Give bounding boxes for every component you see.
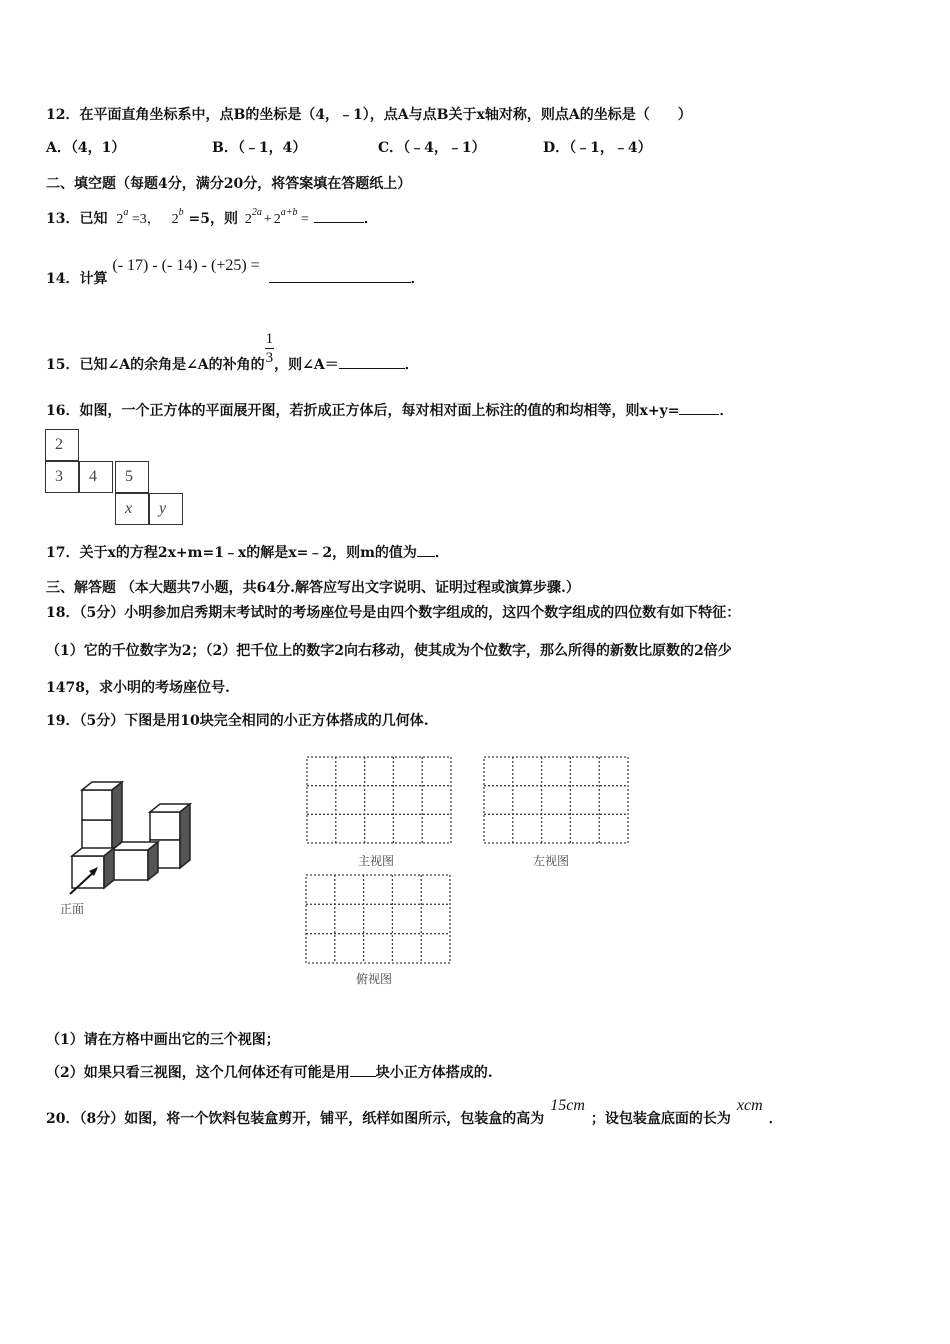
q13-end: ． — [363, 211, 378, 227]
q13-base-1: 2 — [116, 212, 124, 227]
q20-end: ． — [768, 1111, 783, 1127]
net-cell-5: 5 — [115, 461, 149, 493]
q12-option-a: A．（4，1） — [46, 140, 126, 156]
q20-height: 15cm — [550, 1097, 585, 1114]
q13-exp-b: b — [178, 207, 184, 218]
cube-front-side — [104, 848, 114, 888]
cube-tall-bottom — [82, 820, 112, 850]
q12-option-b: B．（﹣1，4） — [212, 140, 307, 156]
q13-plus: + — [263, 212, 272, 227]
q20-mid: ；设包装盒底面的长为 — [590, 1111, 731, 1127]
q13-eq3: =3， — [128, 212, 161, 227]
q13-answer-blank[interactable] — [314, 208, 364, 223]
q15-frac-den: 3 — [265, 350, 274, 366]
q18-line3: 1478，求小明的考场座位号. — [46, 680, 230, 696]
q17-line — [46, 542, 449, 562]
q15-fraction — [265, 330, 275, 367]
q13-base-3: 2 — [244, 212, 252, 227]
q19-part2-b: 块小正方体搭成的. — [375, 1065, 493, 1081]
q14-prefix: 14．计算 — [46, 271, 108, 287]
net-cell-3: 3 — [45, 461, 79, 493]
cube-front — [72, 856, 104, 888]
q15-prefix: 15．已知∠A的余角是∠A的补角的 — [46, 357, 265, 373]
q16-answer-blank[interactable] — [679, 400, 719, 415]
q13-exp-a: a — [123, 207, 129, 218]
section3-title: 三、解答题 （本大题共7小题，共64分.解答应写出文字说明、证明过程或演算步骤.） — [46, 580, 580, 596]
q13-base-4: 2 — [273, 212, 281, 227]
q14-line — [46, 257, 425, 288]
q12-text: 12．在平面直角坐标系中，点B的坐标是（4，﹣1），点A与点B关于x轴对称，则点A的坐标是（ ） — [46, 107, 692, 123]
cube-tall-top — [82, 790, 112, 820]
q19-part2 — [46, 1062, 493, 1082]
q16-line — [46, 400, 733, 420]
q17-answer-blank[interactable] — [417, 542, 435, 557]
q18-line1: 18．（5分）小明参加启秀期末考试时的考场座位号是由四个数字组成的，这四个数字组成的四位数有如下特征： — [46, 605, 741, 621]
q13-eq5: =5，则 — [183, 211, 238, 227]
q12-option-d: D．（﹣1，﹣4） — [543, 140, 652, 156]
q15-suffix: ，则∠A＝ — [274, 357, 339, 373]
cube-middle — [112, 850, 148, 880]
q20-prefix: 20．（8分）如图，将一个饮料包装盒剪开，铺平，纸样如图所示，包装盒的高为 — [46, 1111, 545, 1127]
view-left-label: 左视图 — [533, 854, 570, 868]
q14-expression: (- 17) - (- 14) - (+25) = — [112, 257, 260, 274]
q15-frac-num: 1 — [265, 331, 274, 347]
q15-answer-blank[interactable] — [339, 354, 405, 369]
net-cell-4: 4 — [79, 461, 113, 493]
q14-end: ． — [410, 271, 425, 287]
q14-answer-blank[interactable] — [269, 268, 411, 283]
view-top-label: 俯视图 — [356, 972, 393, 986]
q15-line — [46, 331, 419, 377]
q12-option-c: C．（﹣4，﹣1） — [378, 140, 486, 156]
cube-stack-figure — [52, 770, 202, 920]
q13-line — [46, 208, 378, 228]
section2-title: 二、填空题（每题4分，满分20分，将答案填在答题纸上） — [46, 176, 412, 192]
q15-end: ． — [404, 357, 419, 373]
net-cell-x: x — [115, 493, 149, 525]
front-label: 正面 — [60, 902, 85, 916]
grid-left-view — [483, 756, 629, 844]
q13-exp-2a: 2a — [251, 207, 262, 218]
q13-base-2: 2 — [171, 212, 179, 227]
cube-right-top — [150, 812, 180, 840]
q20-line — [46, 1097, 783, 1128]
q19-part2-a: （2）如果只看三视图，这个几何体还有可能是用 — [46, 1065, 350, 1081]
q17-text: 17．关于x的方程2x+m=1﹣x的解是x=﹣2，则m的值为 — [46, 545, 417, 561]
q13-equals: = — [297, 212, 309, 227]
q13-exp-ab: a+b — [280, 207, 298, 218]
grid-top-view — [305, 874, 451, 964]
grid-main-view — [306, 756, 452, 844]
cube-tall-side — [112, 782, 122, 850]
cube-right-side — [180, 804, 190, 868]
q19-part1: （1）请在方格中画出它的三个视图； — [46, 1032, 280, 1048]
q17-end: ． — [434, 545, 449, 561]
q19-text: 19．（5分）下图是用10块完全相同的小正方体搭成的几何体. — [46, 713, 429, 729]
q16-end: ． — [719, 403, 734, 419]
q18-line2: （1）它的千位数字为2；（2）把千位上的数字2向右移动，使其成为个位数字，那么所得的新数比原数的2倍少 — [46, 643, 732, 659]
q19-answer-blank[interactable] — [350, 1062, 376, 1077]
view-main-label: 主视图 — [358, 854, 395, 868]
q13-prefix: 13．已知 — [46, 211, 108, 227]
net-cell-2: 2 — [45, 429, 79, 461]
q16-text: 16．如图，一个正方体的平面展开图，若折成正方体后，每对相对面上标注的值的和均相等，则x+y= — [46, 403, 680, 419]
q20-length: xcm — [736, 1097, 763, 1114]
net-cell-y: y — [149, 493, 183, 525]
